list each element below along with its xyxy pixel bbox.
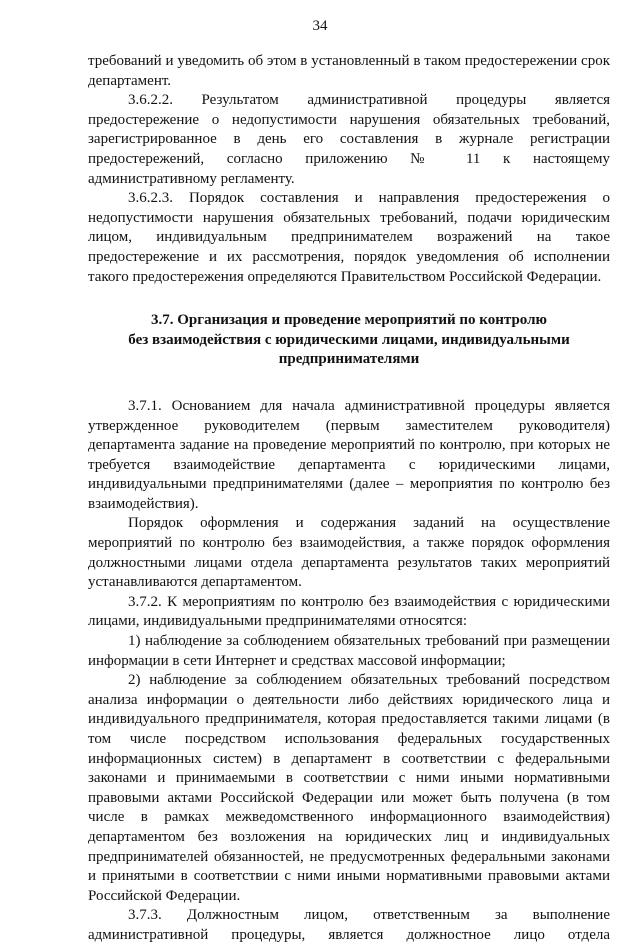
section-heading-line: предпринимателями <box>278 351 420 368</box>
paragraph-3-7-3: 3.7.3. Должностным лицом, ответственным за выполнение административной процедуры, является должностное лицо отдела <box>88 907 610 943</box>
list-item-1: 1) наблюдение за соблюдением обязательных требований при размещении информации в сети Интернет и средствах массовой информации; <box>88 633 610 669</box>
paragraph-continuation: требований и уведомить об этом в установленный в таком предостережении срок департамент. <box>88 53 610 89</box>
section-heading-line: 3.7. Организация и проведение мероприятий по контролю <box>151 312 547 329</box>
paragraph-3-7-2: 3.7.2. К мероприятиям по контролю без взаимодействия с юридическими лицами, индивидуальными предпринимателями относятся: <box>88 593 610 630</box>
paragraphs-bottom <box>88 397 610 946</box>
paragraph-3-6-2-2: 3.6.2.2. Результатом административной процедуры является предостережение о недопустимости нарушения обязательных требований, зарегистрированное в день его составления в журнале регистрации предостережений, согласно приложению № 11 к настоящему административному регламенту. <box>88 92 610 187</box>
section-heading-line: без взаимодействия с юридическими лицами, индивидуальными <box>128 331 570 348</box>
paragraph-3-6-2-3: 3.6.2.3. Порядок составления и направления предостережения о недопустимости нарушения обязательных требований, подачи юридическим лицом, индивидуальным предпринимателем возражений на такое предостережение и их рассмотрения, порядок уведомления об исполнении такого предостережения определяются Правительством Российской Федерации. <box>88 190 610 285</box>
paragraph-3-7-1: 3.7.1. Основанием для начала административной процедуры является утвержденное руководителем (первым заместителем руководителя) департамента задание на проведение мероприятий по контролю, при которых не требуется взаимодействие департамента с юридическими лицами, индивидуальными предпринимателями (далее – мероприятия по контролю без взаимодействия). <box>88 397 610 512</box>
paragraphs-top <box>88 52 610 287</box>
document-body <box>88 52 610 946</box>
section-heading-3-7 <box>88 311 610 370</box>
paragraph-order: Порядок оформления и содержания заданий на осуществление мероприятий по контролю без взаимодействия, а также порядок оформления должностными лицами отдела департамента результатов таких мероприятий устанавливаются департаментом. <box>88 515 610 591</box>
page-number: 34 <box>312 18 328 34</box>
list-item-2: 2) наблюдение за соблюдением обязательных требований посредством анализа информации о деятельности либо действиях юридического лица и индивидуального предпринимателя, которая предоставляется такими лицами (в том числе посредством использования федеральных государственных информационных систем) в департамент в соответствии с федеральными законами и принимаемыми в соответствии с ними иными нормативными правовыми актами Российской Федерации или может быть получена (в том числе в рамках межведомственного информационного взаимодействия) департаментом без возложения на юридических лиц и индивидуальных предпринимателей обязанностей, не предусмотренных федеральными законами и принятыми в соответствии с ними иными нормативными правовыми актами Российской Федерации. <box>88 672 610 904</box>
